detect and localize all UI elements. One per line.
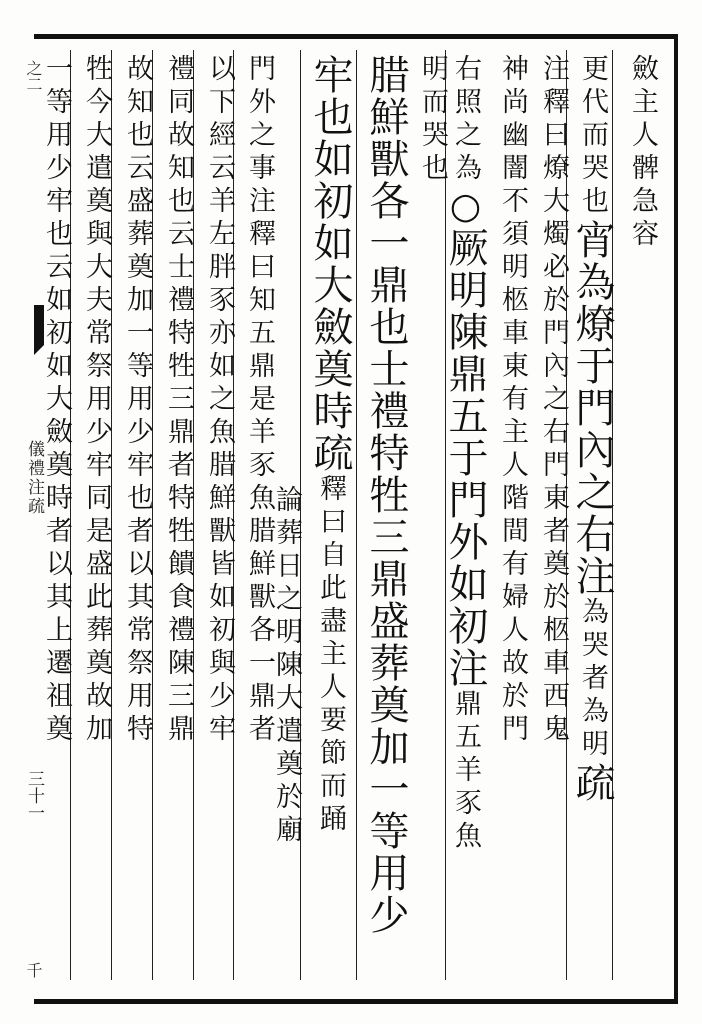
text-segment: 疏 — [307, 432, 353, 474]
text-segment: 更代而哭也 — [577, 54, 608, 219]
text-segment: 注 — [442, 647, 488, 689]
text-segment: 注 — [569, 555, 615, 597]
margin-book-title: 儀禮注疏 — [24, 440, 44, 516]
section-circle-mark: ○ — [445, 186, 486, 227]
text-column-1 — [612, 54, 656, 974]
margin-bottom-mark: 千 — [24, 962, 43, 978]
margin-top-mark: 之二 — [24, 60, 43, 92]
text-segment: 宵為燎于門內之右 — [569, 219, 615, 555]
text-segment: 明而哭也 — [417, 54, 448, 186]
text-segment: 為哭者為明 — [577, 597, 608, 762]
text-segment: 右照之為 — [450, 54, 481, 186]
text-column-12 — [152, 54, 192, 974]
text-column-14 — [70, 54, 110, 974]
text-column-15 — [30, 54, 70, 974]
text-segment: 疏 — [569, 762, 615, 804]
text-segment: 腊鮮獸各一鼎也士禮特牲三鼎盛葬奠加一等用少 — [363, 54, 409, 936]
text-segment: 急容 — [627, 186, 658, 252]
text-segment: 釋曰自此盡主人要節而踊 — [315, 474, 346, 837]
text-segment: 斂主人髀 — [627, 54, 658, 186]
text-segment: 神尚幽闇不須明柩車東有主人階間有婦人故於門 — [497, 54, 528, 747]
margin-page-number: 三十一 — [24, 770, 44, 821]
text-segment: 牢也如初如大斂奠時 — [307, 54, 353, 432]
text-column-5 — [442, 54, 488, 974]
text-segment: 以下經云羊左胖豕亦如之魚腊鮮獸皆如初與少牢 — [204, 54, 235, 747]
text-column-2 — [568, 54, 615, 974]
text-column-4 — [486, 54, 526, 974]
text-segment: 牲今大遣奠與大夫常祭用少牢同是盛此葬奠故加 — [81, 54, 112, 747]
text-column-11 — [193, 54, 233, 974]
text-segment: 厥明陳鼎五于門外如初 — [442, 227, 488, 647]
text-column-13 — [111, 54, 151, 974]
text-column-7 — [356, 54, 409, 974]
text-segment: 鼎五羊豕魚 — [450, 689, 481, 854]
text-segment: 注釋曰燎大燭必於門內之右門東者奠於柩車西鬼 — [538, 54, 569, 747]
text-column-8 — [300, 54, 353, 974]
text-column-3 — [527, 54, 567, 974]
text-segment: 一等用少牢也云如初如大斂奠時者以其上遷祖奠 — [41, 54, 72, 747]
text-segment: 禮同故知也云士禮特牲三鼎者特牲饋食禮陳三鼎 — [163, 54, 194, 747]
text-column-6 — [410, 54, 446, 234]
text-segment: 門外之事注釋曰知五鼎是羊豕魚腊鮮獸各一鼎者 — [244, 54, 275, 747]
text-segment: 故知也云盛葬奠加一等用少牢也者以其常祭用特 — [122, 54, 153, 747]
text-segment: 論葬日之明陳大遣奠於廟 — [271, 485, 302, 848]
text-column-10 — [233, 54, 273, 974]
